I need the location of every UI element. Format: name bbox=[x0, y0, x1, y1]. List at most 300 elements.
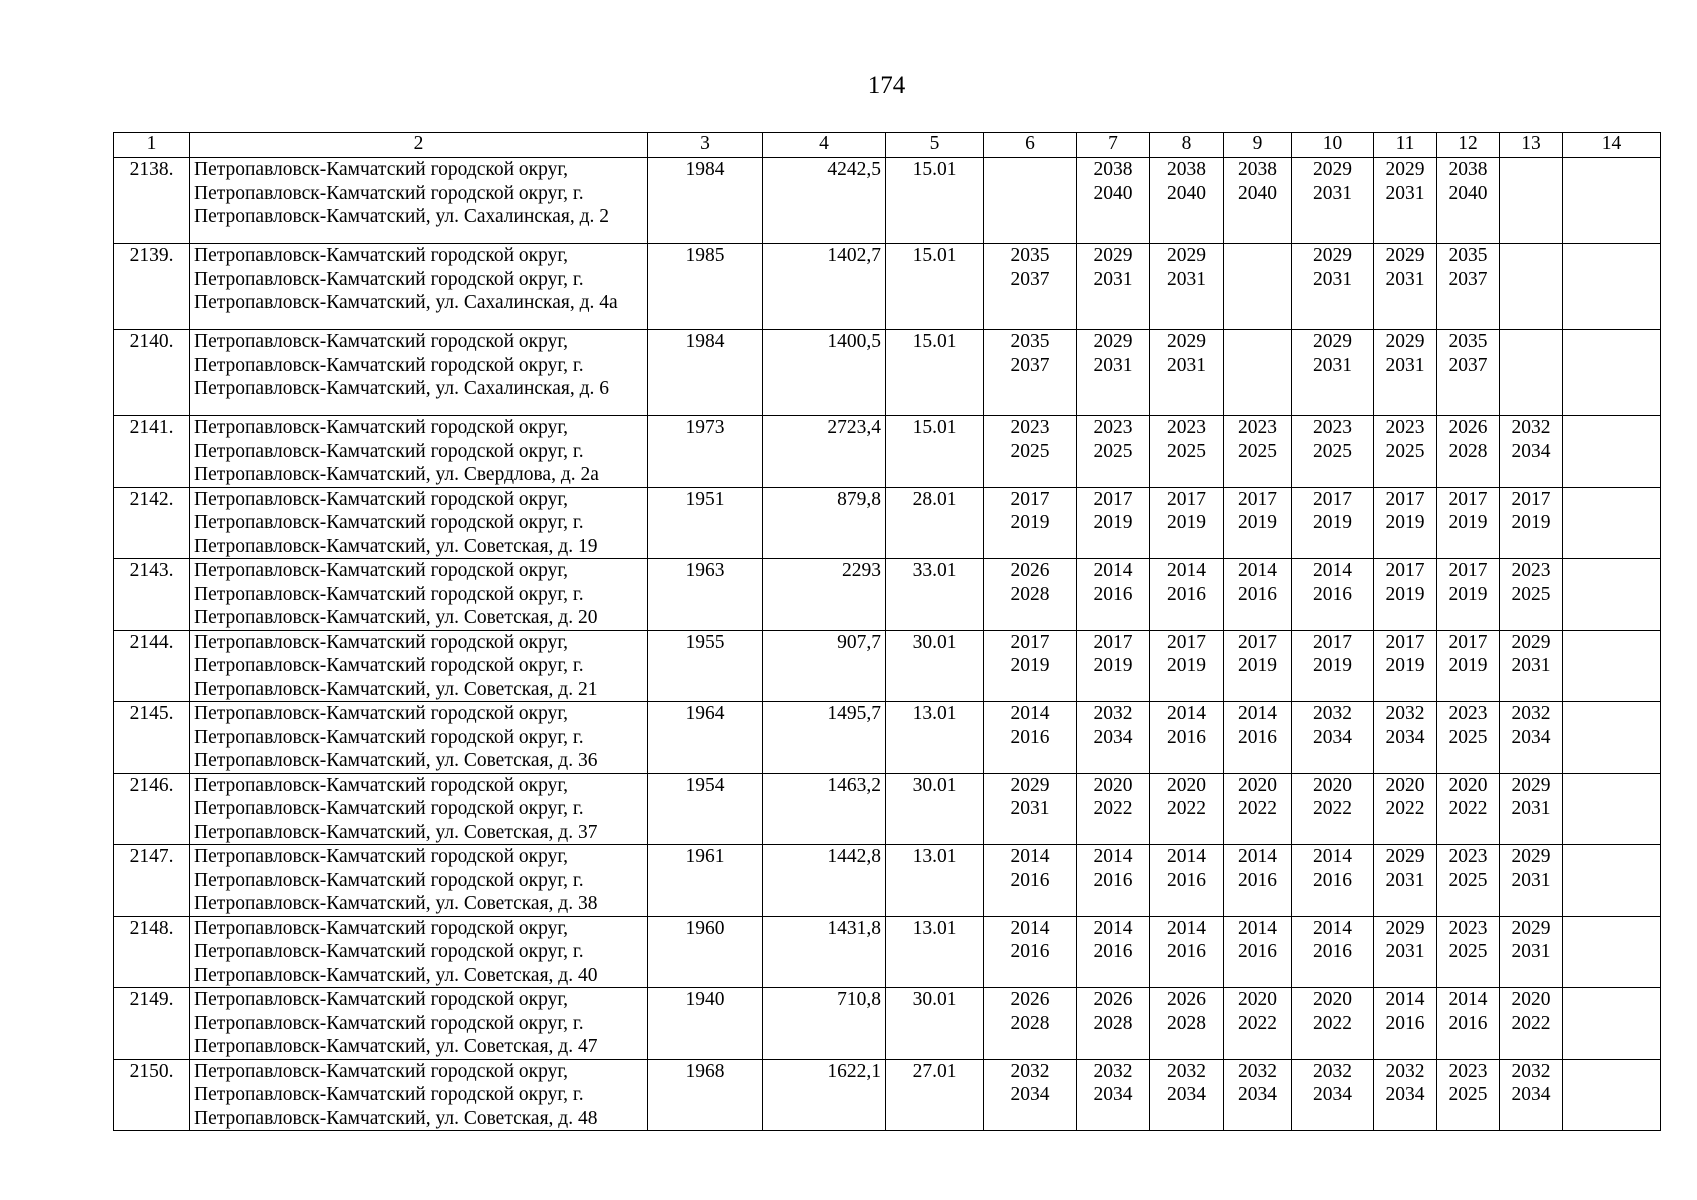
period-start-year: 2026 bbox=[1093, 989, 1133, 1010]
year-built-cell: 1951 bbox=[648, 487, 763, 559]
table-row bbox=[114, 845, 1661, 917]
period-start-year: 2017 bbox=[1010, 488, 1050, 510]
period-start-year: 2014 bbox=[1238, 703, 1277, 724]
period-start-year: 2014 bbox=[1093, 846, 1133, 867]
code-cell: 28.01 bbox=[886, 487, 984, 559]
period-end-year: 2040 bbox=[1093, 182, 1133, 204]
notes-cell bbox=[1563, 244, 1661, 330]
work-period-cell-col-8 bbox=[1150, 330, 1224, 416]
work-period-cell-col-7 bbox=[1077, 1059, 1150, 1131]
period-start-year: 2029 bbox=[1093, 245, 1133, 266]
period-start-year: 2020 bbox=[1511, 989, 1551, 1010]
period-end-year: 2034 bbox=[1313, 1084, 1352, 1105]
work-period-cell-col-9 bbox=[1224, 559, 1292, 631]
period-end-year: 2031 bbox=[1313, 354, 1352, 376]
period-start-year: 2014 bbox=[1313, 846, 1352, 867]
period-start-year: 2038 bbox=[1448, 159, 1488, 180]
period-end-year: 2019 bbox=[1093, 655, 1133, 676]
row-number-cell: 2150. bbox=[114, 1059, 190, 1131]
area-cell: 1400,5 bbox=[763, 330, 886, 416]
work-period-cell-col-7 bbox=[1077, 702, 1150, 774]
period-start-year: 2029 bbox=[1167, 331, 1206, 352]
period-start-year: 2014 bbox=[1010, 846, 1050, 867]
notes-cell bbox=[1563, 702, 1661, 774]
period-start-year: 2029 bbox=[1010, 774, 1050, 796]
year-built-cell: 1963 bbox=[648, 559, 763, 631]
period-end-year: 2031 bbox=[1385, 268, 1425, 290]
period-end-year: 2034 bbox=[1010, 1084, 1050, 1105]
register-table bbox=[113, 132, 1661, 1131]
period-start-year: 2029 bbox=[1093, 331, 1133, 352]
period-end-year: 2016 bbox=[1238, 726, 1277, 748]
work-period-cell-col-13 bbox=[1500, 916, 1563, 988]
work-period-cell-col-8 bbox=[1150, 1059, 1224, 1131]
period-end-year: 2016 bbox=[1093, 869, 1133, 891]
period-end-year: 2016 bbox=[1385, 1012, 1425, 1034]
work-period-cell-col-11 bbox=[1374, 487, 1437, 559]
period-end-year: 2022 bbox=[1093, 798, 1133, 819]
work-period-cell-col-8 bbox=[1150, 416, 1224, 488]
code-cell: 15.01 bbox=[886, 244, 984, 330]
work-period-cell-col-10 bbox=[1292, 487, 1374, 559]
work-period-cell-col-6 bbox=[984, 487, 1077, 559]
period-start-year: 2035 bbox=[1010, 331, 1050, 352]
period-end-year: 2025 bbox=[1238, 440, 1277, 462]
work-period-cell-col-12 bbox=[1437, 416, 1500, 488]
work-period-cell-col-8 bbox=[1150, 244, 1224, 330]
work-period-cell-col-11 bbox=[1374, 916, 1437, 988]
period-end-year: 2028 bbox=[1010, 583, 1050, 605]
work-period-cell-col-6 bbox=[984, 916, 1077, 988]
work-period-cell-col-6 bbox=[984, 559, 1077, 631]
row-number-cell: 2138. bbox=[114, 158, 190, 244]
period-start-year: 2032 bbox=[1313, 703, 1352, 724]
area-cell: 1495,7 bbox=[763, 702, 886, 774]
period-start-year: 2014 bbox=[1167, 703, 1206, 724]
period-start-year: 2032 bbox=[1511, 1060, 1551, 1082]
period-start-year: 2035 bbox=[1448, 245, 1488, 266]
address-cell: Петропавловск-Камчатский городской округ, Петропавловск-Камчатский городской округ, г. Петропавловск-Камчатский, ул. Советская, д. 38 bbox=[190, 845, 648, 917]
notes-cell bbox=[1563, 988, 1661, 1060]
table-row bbox=[114, 559, 1661, 631]
period-end-year: 2025 bbox=[1448, 1084, 1488, 1105]
period-end-year: 2022 bbox=[1238, 1012, 1277, 1034]
work-period-cell-col-12 bbox=[1437, 1059, 1500, 1131]
row-number-cell: 2144. bbox=[114, 630, 190, 702]
work-period-cell-col-6 bbox=[984, 158, 1077, 244]
work-period-cell-col-12 bbox=[1437, 630, 1500, 702]
work-period-cell-col-6 bbox=[984, 330, 1077, 416]
period-start-year: 2014 bbox=[1238, 560, 1277, 581]
period-end-year: 2025 bbox=[1313, 440, 1352, 462]
period-end-year: 2028 bbox=[1093, 1012, 1133, 1034]
work-period-cell-col-6 bbox=[984, 702, 1077, 774]
period-start-year: 2023 bbox=[1313, 417, 1352, 438]
work-period-cell-col-7 bbox=[1077, 487, 1150, 559]
period-end-year: 2022 bbox=[1313, 798, 1352, 819]
period-start-year: 2026 bbox=[1167, 989, 1206, 1010]
work-period-cell-col-10 bbox=[1292, 773, 1374, 845]
table-body bbox=[114, 133, 1661, 1131]
table-row bbox=[114, 416, 1661, 488]
period-start-year: 2014 bbox=[1167, 560, 1206, 581]
period-start-year: 2017 bbox=[1385, 631, 1425, 653]
period-start-year: 2017 bbox=[1385, 560, 1425, 581]
row-number-cell: 2142. bbox=[114, 487, 190, 559]
period-end-year: 2040 bbox=[1448, 182, 1488, 204]
code-cell: 15.01 bbox=[886, 330, 984, 416]
code-cell: 27.01 bbox=[886, 1059, 984, 1131]
area-cell: 1402,7 bbox=[763, 244, 886, 330]
work-period-cell-col-6 bbox=[984, 773, 1077, 845]
period-start-year: 2038 bbox=[1093, 159, 1133, 180]
column-number-2: 2 bbox=[190, 133, 648, 158]
work-period-cell-col-9 bbox=[1224, 244, 1292, 330]
year-built-cell: 1984 bbox=[648, 158, 763, 244]
period-end-year: 2028 bbox=[1448, 440, 1488, 462]
page-number: 174 bbox=[867, 72, 906, 99]
period-end-year: 2016 bbox=[1093, 583, 1133, 605]
period-start-year: 2014 bbox=[1010, 703, 1050, 724]
work-period-cell-col-9 bbox=[1224, 773, 1292, 845]
period-end-year: 2031 bbox=[1385, 869, 1425, 891]
work-period-cell-col-10 bbox=[1292, 916, 1374, 988]
work-period-cell-col-9 bbox=[1224, 845, 1292, 917]
period-end-year: 2031 bbox=[1167, 268, 1206, 290]
work-period-cell-col-7 bbox=[1077, 158, 1150, 244]
period-end-year: 2019 bbox=[1238, 512, 1277, 533]
period-end-year: 2019 bbox=[1010, 512, 1050, 533]
work-period-cell-col-6 bbox=[984, 416, 1077, 488]
period-end-year: 2016 bbox=[1010, 941, 1050, 962]
period-end-year: 2031 bbox=[1313, 182, 1352, 204]
period-end-year: 2019 bbox=[1093, 512, 1133, 533]
period-start-year: 2020 bbox=[1313, 989, 1352, 1010]
period-end-year: 2019 bbox=[1511, 512, 1551, 533]
period-end-year: 2034 bbox=[1093, 726, 1133, 748]
work-period-cell-col-6 bbox=[984, 630, 1077, 702]
period-start-year: 2017 bbox=[1385, 488, 1425, 510]
row-number-cell: 2143. bbox=[114, 559, 190, 631]
work-period-cell-col-6 bbox=[984, 988, 1077, 1060]
code-cell: 30.01 bbox=[886, 630, 984, 702]
period-start-year: 2023 bbox=[1167, 417, 1206, 438]
work-period-cell-col-13 bbox=[1500, 773, 1563, 845]
period-end-year: 2019 bbox=[1167, 512, 1206, 533]
period-end-year: 2019 bbox=[1238, 655, 1277, 676]
work-period-cell-col-11 bbox=[1374, 244, 1437, 330]
address-cell: Петропавловск-Камчатский городской округ, Петропавловск-Камчатский городской округ, г. Петропавловск-Камчатский, ул. Сахалинская, д. 2 bbox=[190, 158, 648, 244]
work-period-cell-col-9 bbox=[1224, 630, 1292, 702]
table-row bbox=[114, 916, 1661, 988]
work-period-cell-col-9 bbox=[1224, 1059, 1292, 1131]
work-period-cell-col-8 bbox=[1150, 916, 1224, 988]
period-end-year: 2019 bbox=[1448, 655, 1488, 676]
period-start-year: 2020 bbox=[1238, 989, 1277, 1010]
work-period-cell-col-13 bbox=[1500, 702, 1563, 774]
work-period-cell-col-10 bbox=[1292, 244, 1374, 330]
period-end-year: 2025 bbox=[1448, 869, 1488, 891]
row-number-cell: 2141. bbox=[114, 416, 190, 488]
period-end-year: 2031 bbox=[1385, 941, 1425, 962]
work-period-cell-col-11 bbox=[1374, 158, 1437, 244]
period-end-year: 2016 bbox=[1313, 941, 1352, 962]
period-start-year: 2017 bbox=[1093, 488, 1133, 510]
period-start-year: 2017 bbox=[1010, 631, 1050, 653]
work-period-cell-col-11 bbox=[1374, 330, 1437, 416]
period-end-year: 2034 bbox=[1511, 726, 1551, 748]
period-end-year: 2016 bbox=[1238, 869, 1277, 891]
period-end-year: 2016 bbox=[1313, 869, 1352, 891]
period-end-year: 2019 bbox=[1167, 655, 1206, 676]
period-start-year: 2026 bbox=[1448, 417, 1488, 438]
period-end-year: 2022 bbox=[1167, 798, 1206, 819]
table-row bbox=[114, 630, 1661, 702]
period-start-year: 2020 bbox=[1093, 774, 1133, 796]
period-end-year: 2019 bbox=[1010, 655, 1050, 676]
column-number-11: 11 bbox=[1374, 133, 1437, 158]
work-period-cell-col-8 bbox=[1150, 845, 1224, 917]
work-period-cell-col-7 bbox=[1077, 330, 1150, 416]
column-number-4: 4 bbox=[763, 133, 886, 158]
notes-cell bbox=[1563, 845, 1661, 917]
period-end-year: 2034 bbox=[1093, 1084, 1133, 1105]
period-start-year: 2032 bbox=[1511, 703, 1551, 724]
period-end-year: 2016 bbox=[1448, 1012, 1488, 1034]
area-cell: 2723,4 bbox=[763, 416, 886, 488]
period-end-year: 2016 bbox=[1313, 583, 1352, 605]
period-start-year: 2014 bbox=[1093, 917, 1133, 939]
period-start-year: 2020 bbox=[1385, 774, 1425, 796]
row-number-cell: 2146. bbox=[114, 773, 190, 845]
work-period-cell-col-13 bbox=[1500, 416, 1563, 488]
period-end-year: 2022 bbox=[1385, 798, 1425, 819]
code-cell: 13.01 bbox=[886, 916, 984, 988]
period-end-year: 2040 bbox=[1167, 182, 1206, 204]
work-period-cell-col-8 bbox=[1150, 487, 1224, 559]
work-period-cell-col-10 bbox=[1292, 1059, 1374, 1131]
work-period-cell-col-8 bbox=[1150, 158, 1224, 244]
period-start-year: 2023 bbox=[1511, 560, 1551, 581]
period-start-year: 2017 bbox=[1448, 560, 1488, 581]
notes-cell bbox=[1563, 916, 1661, 988]
area-cell: 1622,1 bbox=[763, 1059, 886, 1131]
work-period-cell-col-8 bbox=[1150, 773, 1224, 845]
work-period-cell-col-7 bbox=[1077, 416, 1150, 488]
period-end-year: 2028 bbox=[1010, 1012, 1050, 1034]
work-period-cell-col-11 bbox=[1374, 416, 1437, 488]
year-built-cell: 1940 bbox=[648, 988, 763, 1060]
work-period-cell-col-10 bbox=[1292, 330, 1374, 416]
work-period-cell-col-10 bbox=[1292, 158, 1374, 244]
area-cell: 879,8 bbox=[763, 487, 886, 559]
period-end-year: 2031 bbox=[1511, 941, 1551, 962]
code-cell: 13.01 bbox=[886, 702, 984, 774]
row-number-cell: 2145. bbox=[114, 702, 190, 774]
period-start-year: 2032 bbox=[1313, 1060, 1352, 1082]
work-period-cell-col-8 bbox=[1150, 630, 1224, 702]
work-period-cell-col-9 bbox=[1224, 158, 1292, 244]
notes-cell bbox=[1563, 416, 1661, 488]
period-start-year: 2017 bbox=[1093, 631, 1133, 653]
period-start-year: 2014 bbox=[1238, 846, 1277, 867]
period-start-year: 2026 bbox=[1010, 560, 1050, 581]
period-end-year: 2028 bbox=[1167, 1012, 1206, 1034]
work-period-cell-col-7 bbox=[1077, 244, 1150, 330]
period-start-year: 2017 bbox=[1313, 488, 1352, 510]
year-built-cell: 1984 bbox=[648, 330, 763, 416]
period-start-year: 2032 bbox=[1385, 703, 1425, 724]
period-end-year: 2034 bbox=[1511, 1084, 1551, 1105]
period-start-year: 2032 bbox=[1238, 1060, 1277, 1082]
column-number-7: 7 bbox=[1077, 133, 1150, 158]
year-built-cell: 1985 bbox=[648, 244, 763, 330]
code-cell: 15.01 bbox=[886, 158, 984, 244]
work-period-cell-col-11 bbox=[1374, 1059, 1437, 1131]
work-period-cell-col-10 bbox=[1292, 845, 1374, 917]
work-period-cell-col-9 bbox=[1224, 330, 1292, 416]
work-period-cell-col-8 bbox=[1150, 559, 1224, 631]
area-cell: 710,8 bbox=[763, 988, 886, 1060]
work-period-cell-col-9 bbox=[1224, 916, 1292, 988]
year-built-cell: 1961 bbox=[648, 845, 763, 917]
period-start-year: 2032 bbox=[1093, 703, 1133, 724]
column-number-1: 1 bbox=[114, 133, 190, 158]
column-number-12: 12 bbox=[1437, 133, 1500, 158]
year-built-cell: 1960 bbox=[648, 916, 763, 988]
period-start-year: 2029 bbox=[1511, 631, 1551, 653]
area-cell: 1463,2 bbox=[763, 773, 886, 845]
period-end-year: 2016 bbox=[1167, 726, 1206, 748]
work-period-cell-col-6 bbox=[984, 845, 1077, 917]
period-start-year: 2020 bbox=[1313, 774, 1352, 796]
address-cell: Петропавловск-Камчатский городской округ, Петропавловск-Камчатский городской округ, г. Петропавловск-Камчатский, ул. Советская, д. 37 bbox=[190, 773, 648, 845]
notes-cell bbox=[1563, 330, 1661, 416]
work-period-cell-col-13 bbox=[1500, 1059, 1563, 1131]
column-number-row bbox=[114, 133, 1661, 158]
period-end-year: 2031 bbox=[1511, 798, 1551, 819]
period-start-year: 2032 bbox=[1167, 1060, 1206, 1082]
period-start-year: 2014 bbox=[1167, 846, 1206, 867]
period-end-year: 2034 bbox=[1238, 1084, 1277, 1105]
period-start-year: 2032 bbox=[1010, 1060, 1050, 1082]
address-cell: Петропавловск-Камчатский городской округ, Петропавловск-Камчатский городской округ, г. Петропавловск-Камчатский, ул. Сахалинская, д. 4а bbox=[190, 244, 648, 330]
period-end-year: 2016 bbox=[1167, 941, 1206, 962]
period-start-year: 2014 bbox=[1448, 989, 1488, 1010]
period-end-year: 2019 bbox=[1313, 655, 1352, 676]
work-period-cell-col-13 bbox=[1500, 988, 1563, 1060]
period-end-year: 2016 bbox=[1167, 869, 1206, 891]
table-row bbox=[114, 330, 1661, 416]
notes-cell bbox=[1563, 559, 1661, 631]
period-end-year: 2016 bbox=[1238, 583, 1277, 605]
work-period-cell-col-9 bbox=[1224, 487, 1292, 559]
work-period-cell-col-6 bbox=[984, 1059, 1077, 1131]
period-end-year: 2019 bbox=[1385, 583, 1425, 605]
period-end-year: 2022 bbox=[1238, 798, 1277, 819]
period-end-year: 2037 bbox=[1448, 354, 1488, 376]
address-cell: Петропавловск-Камчатский городской округ, Петропавловск-Камчатский городской округ, г. Петропавловск-Камчатский, ул. Советская, д. 20 bbox=[190, 559, 648, 631]
row-number-cell: 2147. bbox=[114, 845, 190, 917]
work-period-cell-col-11 bbox=[1374, 559, 1437, 631]
period-start-year: 2038 bbox=[1167, 159, 1206, 180]
period-start-year: 2017 bbox=[1448, 488, 1488, 510]
area-cell: 1431,8 bbox=[763, 916, 886, 988]
period-start-year: 2017 bbox=[1167, 488, 1206, 510]
code-cell: 15.01 bbox=[886, 416, 984, 488]
period-start-year: 2023 bbox=[1448, 703, 1488, 724]
period-start-year: 2020 bbox=[1167, 774, 1206, 796]
period-end-year: 2037 bbox=[1448, 268, 1488, 290]
work-period-cell-col-12 bbox=[1437, 559, 1500, 631]
period-end-year: 2031 bbox=[1093, 268, 1133, 290]
period-start-year: 2023 bbox=[1238, 417, 1277, 438]
period-start-year: 2014 bbox=[1238, 917, 1277, 939]
row-number-cell: 2139. bbox=[114, 244, 190, 330]
period-start-year: 2029 bbox=[1385, 331, 1425, 352]
period-end-year: 2025 bbox=[1093, 440, 1133, 462]
table-row bbox=[114, 988, 1661, 1060]
work-period-cell-col-12 bbox=[1437, 702, 1500, 774]
work-period-cell-col-8 bbox=[1150, 988, 1224, 1060]
period-end-year: 2019 bbox=[1448, 583, 1488, 605]
period-end-year: 2025 bbox=[1448, 726, 1488, 748]
table-row bbox=[114, 158, 1661, 244]
work-period-cell-col-7 bbox=[1077, 559, 1150, 631]
address-cell: Петропавловск-Камчатский городской округ, Петропавловск-Камчатский городской округ, г. Петропавловск-Камчатский, ул. Советская, д. 48 bbox=[190, 1059, 648, 1131]
period-start-year: 2017 bbox=[1167, 631, 1206, 653]
column-number-13: 13 bbox=[1500, 133, 1563, 158]
work-period-cell-col-7 bbox=[1077, 845, 1150, 917]
notes-cell bbox=[1563, 1059, 1661, 1131]
period-end-year: 2031 bbox=[1385, 354, 1425, 376]
work-period-cell-col-10 bbox=[1292, 559, 1374, 631]
period-end-year: 2034 bbox=[1385, 726, 1425, 748]
period-end-year: 2016 bbox=[1010, 726, 1050, 748]
table-row bbox=[114, 702, 1661, 774]
code-cell: 13.01 bbox=[886, 845, 984, 917]
period-start-year: 2035 bbox=[1010, 245, 1050, 266]
period-start-year: 2029 bbox=[1385, 245, 1425, 266]
period-start-year: 2035 bbox=[1448, 331, 1488, 352]
column-number-14: 14 bbox=[1563, 133, 1661, 158]
period-start-year: 2032 bbox=[1511, 417, 1551, 438]
period-start-year: 2029 bbox=[1313, 159, 1352, 180]
period-end-year: 2031 bbox=[1167, 354, 1206, 376]
work-period-cell-col-9 bbox=[1224, 702, 1292, 774]
table-row bbox=[114, 487, 1661, 559]
year-built-cell: 1968 bbox=[648, 1059, 763, 1131]
period-end-year: 2022 bbox=[1448, 798, 1488, 819]
period-end-year: 2019 bbox=[1448, 512, 1488, 533]
period-start-year: 2023 bbox=[1448, 917, 1488, 939]
address-cell: Петропавловск-Камчатский городской округ, Петропавловск-Камчатский городской округ, г. Петропавловск-Камчатский, ул. Советская, д. 47 bbox=[190, 988, 648, 1060]
period-start-year: 2026 bbox=[1010, 989, 1050, 1010]
column-number-6: 6 bbox=[984, 133, 1077, 158]
period-start-year: 2023 bbox=[1385, 417, 1425, 438]
work-period-cell-col-13 bbox=[1500, 244, 1563, 330]
column-number-5: 5 bbox=[886, 133, 984, 158]
period-start-year: 2014 bbox=[1313, 917, 1352, 939]
period-end-year: 2040 bbox=[1238, 182, 1277, 204]
work-period-cell-col-12 bbox=[1437, 773, 1500, 845]
area-cell: 1442,8 bbox=[763, 845, 886, 917]
period-start-year: 2029 bbox=[1511, 917, 1551, 939]
address-cell: Петропавловск-Камчатский городской округ, Петропавловск-Камчатский городской округ, г. Петропавловск-Камчатский, ул. Советская, д. 19 bbox=[190, 487, 648, 559]
code-cell: 33.01 bbox=[886, 559, 984, 631]
period-end-year: 2016 bbox=[1167, 583, 1206, 605]
address-cell: Петропавловск-Камчатский городской округ, Петропавловск-Камчатский городской округ, г. Петропавловск-Камчатский, ул. Советская, д. 40 bbox=[190, 916, 648, 988]
